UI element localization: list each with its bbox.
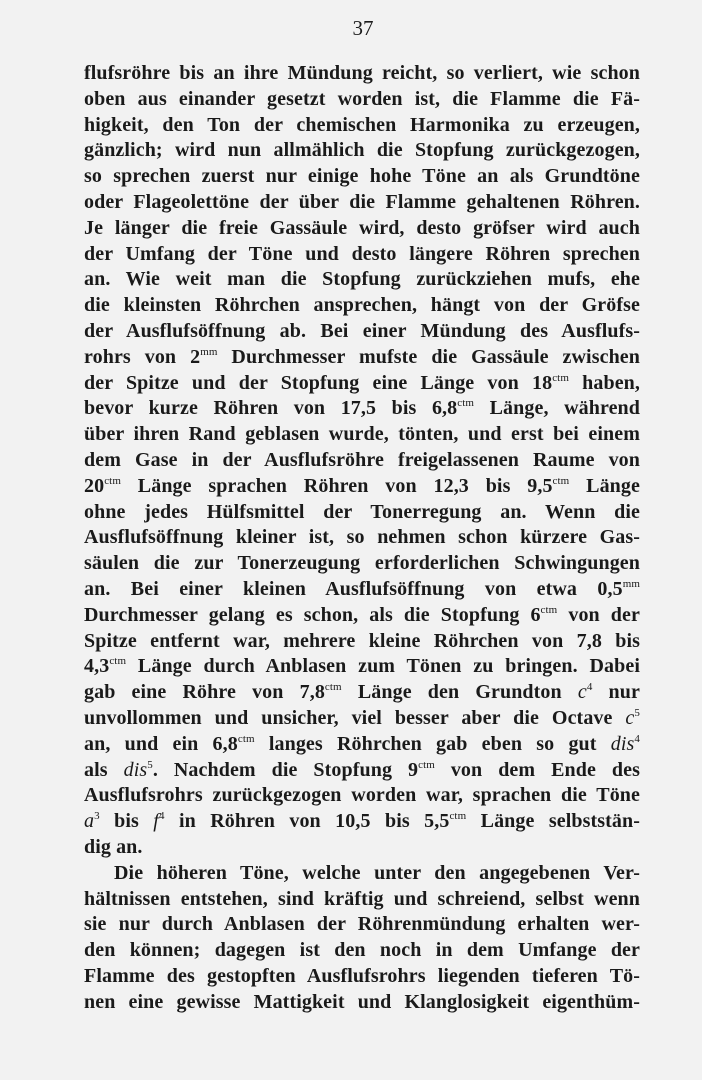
text-line [84,603,640,629]
text-run: nur [592,681,640,704]
italic-note: f [153,810,159,833]
italic-note: a [84,810,95,833]
text-run: der Spitze und der Stopfung eine Länge von 18 [84,371,553,394]
text-run: Länge den Grundton [341,681,578,704]
superscript: 5 [634,706,640,719]
text-run: oder Flageolettöne der über die Flamme gehaltenen Röhren. [84,190,640,213]
superscript: 5 [147,758,153,771]
text-run: Länge durch Anblasen zum Tönen zu bringen. Dabei [126,655,640,678]
text-run: von der [557,603,640,626]
text-run: unvollommen und unsicher, viel besser aber die Octave [84,706,626,729]
text-run: haben, [569,371,640,394]
text-line [84,525,640,551]
text-run: Ausflufsöffnung kleiner ist, so nehmen schon kürzere Gas- [84,526,640,549]
superscript: mm [200,345,218,358]
page-number: 37 [352,16,374,40]
text-line [84,293,640,319]
text-line [84,732,640,758]
text-line [84,809,640,835]
text-run: der Umfang der Töne und desto längere Röhren sprechen [84,242,640,265]
text-run: an. Wie weit man die Stopfung zurückziehen mufs, ehe [84,268,640,291]
text-line [84,319,640,345]
text-run: als [84,758,124,781]
text-run: nen eine gewisse Mattigkeit und Klanglosigkeit eigenthüm- [84,990,640,1013]
superscript: ctm [552,371,569,384]
text-run: Je länger die freie Gassäule wird, desto gröfser wird auch [84,216,640,239]
text-line [84,267,640,293]
text-line [84,861,640,887]
text-run: higkeit, den Ton der chemischen Harmonika zu erzeugen, [84,113,640,136]
text-run: langes Röhrchen gab eben so gut [254,732,611,755]
superscript: ctm [109,655,127,668]
text-line [84,113,640,139]
text-run: von dem Ende des [434,758,640,781]
text-run: 4,3 [84,655,110,678]
text-line [84,654,640,680]
text-line [84,990,640,1016]
text-run: sie nur durch Anblasen der Röhrenmündung erhalten wer- [84,913,640,936]
text-line [84,448,640,474]
text-run: gänzlich; wird nun allmählich die Stopfung zurückgezogen, [84,139,640,162]
italic-note: dis [123,758,148,781]
superscript: ctm [237,732,255,745]
text-line [84,474,640,500]
text-line [84,190,640,216]
text-run: Die höheren Töne, welche unter den angegebenen Ver- [114,861,640,884]
superscript: ctm [324,681,342,694]
text-line [84,551,640,577]
text-run: in Röhren von 10,5 bis 5,5 [164,810,450,833]
superscript: 4 [586,681,593,694]
superscript: ctm [552,474,570,487]
superscript: ctm [540,603,558,616]
text-run: Länge sprachen Röhren von 12,3 bis 9,5 [121,474,553,497]
text-run: Länge, während [474,397,641,420]
text-line [84,758,640,784]
text-line [84,964,640,990]
text-run: Ausflufsrohrs zurückgezogen worden war, sprachen die Töne [84,784,640,807]
text-run: Länge selbststän- [466,810,640,833]
text-line [84,629,640,655]
text-run: hältnissen entstehen, sind kräftig und schreiend, selbst wenn [84,887,640,910]
text-run: den können; dagegen ist den noch in dem Umfange der [84,939,640,962]
text-line [84,706,640,732]
text-run: Durchmesser mufste die Gassäule zwischen [217,345,640,368]
text-run: die kleinsten Röhrchen ansprechen, hängt von der Gröfse [84,294,640,317]
text-line [84,371,640,397]
text-line [84,887,640,913]
text-run: gab eine Röhre von 7,8 [84,681,325,704]
superscript: 3 [94,810,100,823]
italic-note: dis [610,732,635,755]
text-run: an. Bei einer kleinen Ausflufsöffnung von etwa 0,5 [84,577,623,600]
text-run: 20 [84,474,105,497]
text-line [84,938,640,964]
text-line [84,680,640,706]
text-line [84,422,640,448]
superscript: ctm [104,474,121,487]
text-run: über ihren Rand geblasen wurde, tönten, und erst bei einem [84,423,640,446]
text-run: Länge [569,474,640,497]
superscript: ctm [449,810,467,823]
italic-note: c [625,706,635,729]
text-run: säulen die zur Tonerzeugung erforderlichen Schwingungen [84,552,640,575]
text-run: dig an. [84,835,143,858]
text-line [84,912,640,938]
superscript: 4 [634,732,640,745]
text-run: Durchmesser gelang es schon, als die Stopfung 6 [84,603,541,626]
text-line [84,835,640,861]
text-run: dem Gase in der Ausflufsröhre freigelassenen Raume von [84,448,640,471]
text-run: oben aus einander gesetzt worden ist, die Flamme die Fä- [84,87,640,110]
superscript: 4 [158,810,165,823]
text-run: bis [99,810,154,833]
text-line [84,87,640,113]
text-line [84,345,640,371]
text-run: bevor kurze Röhren von 17,5 bis 6,8 [84,397,458,420]
text-run: so sprechen zuerst nur einige hohe Töne an als Grundtöne [84,165,640,188]
text-line [84,138,640,164]
superscript: mm [622,577,640,590]
text-run: . Nachdem die Stopfung 9 [152,758,419,781]
italic-note: c [577,681,587,704]
text-run: flufsröhre bis an ihre Mündung reicht, so verliert, wie schon [84,62,640,84]
superscript: ctm [457,397,475,410]
superscript: ctm [418,758,435,771]
text-line [84,61,640,87]
text-run: Spitze entfernt war, mehrere kleine Röhrchen von 7,8 bis [84,629,640,652]
text-run: der Ausflufsöffnung ab. Bei einer Mündung des Ausflufs- [84,319,640,342]
text-run: rohrs von 2 [84,345,201,368]
text-line [84,164,640,190]
text-run: an, und ein 6,8 [84,732,238,755]
text-line [84,396,640,422]
text-line [84,242,640,268]
body-text [84,61,640,1015]
text-line [84,500,640,526]
text-line [84,783,640,809]
text-run: ohne jedes Hülfsmittel der Tonerregung an. Wenn die [84,500,640,523]
text-line [84,216,640,242]
text-line [84,577,640,603]
text-run: Flamme des gestopften Ausflufsrohrs liegenden tieferen Tö- [84,964,640,987]
